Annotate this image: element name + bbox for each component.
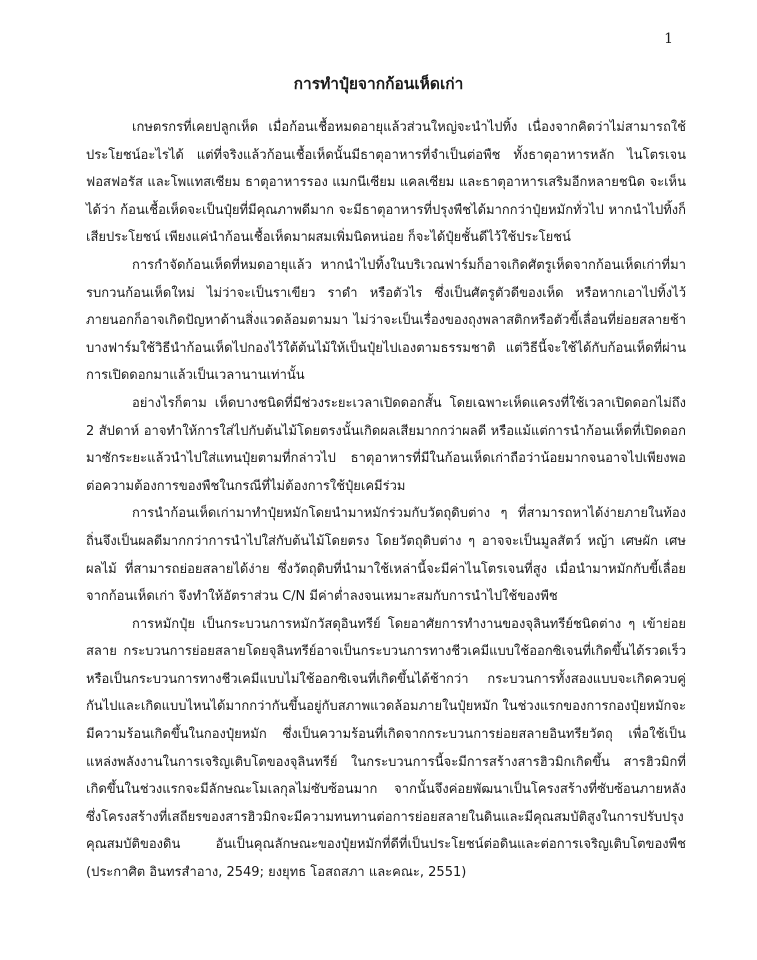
paragraph-2: การกำจัดก้อนเห็ดที่หมดอายุแล้ว หากนำไปทิ้งในบริเวณฟาร์มก็อาจเกิดศัตรูเห็ดจากก้อนเห็ดเก่าที่มารบกวนก้อนเห็ดใหม่ ไม่ว่าจะเป็นราเขียว ราดำ หรือตัวไร ซึ่งเป็นศัตรูตัวดีของเห็ด หรือหากเอาไปทิ้งไว้ภายนอกก็อาจเกิดปัญหาด้านสิ่งแวดล้อมตามมา ไม่ว่าจะเป็นเรื่องของถุงพลาสติกหรือตัวขี้เลื่อนที่ย่อยสลายช้า บางฟาร์มใช้วิธีนำก้อนเห็ดไปกองไว้ใต้ต้นไม้ให้เป็นปุ๋ยไปเองตามธรรมชาติ แต่วิธีนี้จะใช้ได้กับก้อนเห็ดที่ผ่านการเปิดดอกมาแล้วเป็นเวลานานเท่านั้น bbox=[86, 257, 686, 384]
document-body bbox=[86, 114, 686, 887]
page-number: 1 bbox=[664, 31, 673, 47]
paragraph-3: อย่างไรก็ตาม เห็ดบางชนิดที่มีช่วงระยะเวลาเปิดดอกสั้น โดยเฉพาะเห็ดแครงที่ใช้เวลาเปิดดอกไม่ถึง 2 สัปดาห์ อาจทำให้การใส่ไปกับต้นไม้โดยตรงนั้นเกิดผลเสียมากกว่าผลดี หรือแม้แต่การนำก้อนเห็ดที่เปิดดอกมาซักระยะแล้วนำไปใส่แทนปุ๋ยตามที่กล่าวไป ธาตุอาหารที่มีในก้อนเห็ดเก่าถือว่าน้อยมากจนอาจไปเพียงพอต่อความต้องการของพืชในกรณีที่ไม่ต้องการใช้ปุ๋ยเคมีร่วม bbox=[86, 395, 686, 494]
paragraph-5: การหมักปุ๋ย เป็นกระบวนการหมักวัสดุอินทรีย์ โดยอาศัยการทำงานของจุลินทรีย์ชนิดต่าง ๆ เข้าย่อยสลาย กระบวนการย่อยสลายโดยจุลินทรีย์อาจเป็นกระบวนการทางชีวเคมีแบบใช้ออกซิเจนที่เกิดขึ้นได้รวดเร็ว หรือเป็นกระบวนการทางชีวเคมีแบบไม่ใช้ออกซิเจนที่เกิดขึ้นได้ช้ากว่า กระบวนการทั้งสองแบบจะเกิดควบคู่กันไปและเกิดแบบไหนได้มากกว่ากันขึ้นอยู่กับสภาพแวดล้อมภายในปุ๋ยหมัก ในช่วงแรกของการกองปุ๋ยหมักจะมีความร้อนเกิดขึ้นในกองปุ๋ยหมัก ซึ่งเป็นความร้อนที่เกิดจากกระบวนการย่อยสลายอินทรียวัตถุ เพื่อใช้เป็นแหล่งพลังงานในการเจริญเติบโตของจุลินทรีย์ ในกระบวนการนี้จะมีการสร้างสารฮิวมิกเกิดขึ้น สารฮิวมิกที่เกิดขึ้นในช่วงแรกจะมีลักษณะโมเลกุลไม่ซับซ้อนมาก จากนั้นจึงค่อยพัฒนาเป็นโครงสร้างที่ซับซ้อนภายหลัง ซึ่งโครงสร้างที่เสถียรของสารฮิวมิกจะมีความทนทานต่อการย่อยสลายในดินและมีคุณสมบัติสูงในการปรับปรุงคุณสมบัติของดิน อันเป็นคุณลักษณะของปุ๋ยหมักที่ดีที่เป็นประโยชน์ต่อดินและต่อการเจริญเติบโตของพืช (ประกาศิต อินทรสำอาง, 2549; ยงยุทธ โอสถสภา และคณะ, 2551) bbox=[86, 616, 686, 881]
document-title: การทำปุ๋ยจากก้อนเห็ดเก่า bbox=[293, 75, 464, 93]
paragraph-1: เกษตรกรที่เคยปลูกเห็ด เมื่อก้อนเชื้อหมดอายุแล้วส่วนใหญ่จะนำไปทิ้ง เนื่องจากคิดว่าไม่สามารถใช้ประโยชน์อะไรได้ แต่ที่จริงแล้วก้อนเชื้อเห็ดนั้นมีธาตุอาหารที่จำเป็นต่อพืช ทั้งธาตุอาหารหลัก ไนโตรเจน ฟอสฟอรัส และโพแทสเซียม ธาตุอาหารรอง แมกนีเซียม แคลเซียม และธาตุอาหารเสริมอีกหลายชนิด จะเห็นได้ว่า ก้อนเชื้อเห็ดจะเป็นปุ๋ยที่มีคุณภาพดีมาก จะมีธาตุอาหารที่ปรุงพืชได้มากกว่าปุ๋ยหมักทั่วไป หากนำไปทิ้งก็เสียประโยชน์ เพียงแค่นำก้อนเชื้อเห็ดมาผสมเพิ่มนิดหน่อย ก็จะได้ปุ๋ยชั้นดีไว้ใช้ประโยชน์ bbox=[86, 120, 686, 246]
paragraph-4: การนำก้อนเห็ดเก่ามาทำปุ๋ยหมักโดยนำมาหมักร่วมกับวัตถุดิบต่าง ๆ ที่สามารถหาได้ง่ายภายในท้องถิ่นจึงเป็นผลดีมากกว่าการนำไปใส่กับต้นไม้โดยตรง โดยวัตถุดิบต่าง ๆ อาจจะเป็นมูลสัตว์ หญ้า เศษผัก เศษผลไม้ ที่สามารถย่อยสลายได้ง่าย ซึ่งวัตถุดิบที่นำมาใช้เหล่านี้จะมีค่าไนโตรเจนที่สูง เมื่อนำมาหมักกับขี้เลื่อยจากก้อนเห็ดเก่า จึงทำให้อัตราส่วน C/N มีค่าต่ำลงจนเหมาะสมกับการนำไปใช้ของพืช bbox=[86, 506, 686, 605]
